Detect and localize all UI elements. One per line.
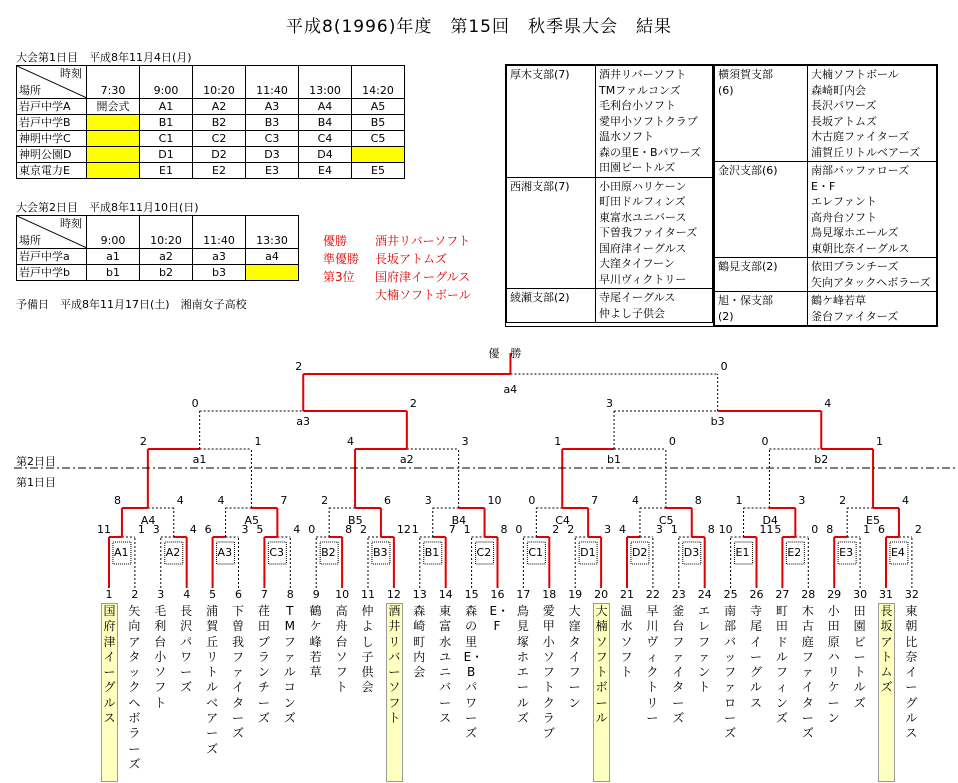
- team-name: 大楠ソフトボール: [593, 603, 610, 782]
- match-label: D2: [631, 546, 648, 559]
- time-header: 10:20: [193, 66, 246, 99]
- branch-team: 森崎町内会: [811, 83, 866, 97]
- branch-team: 早川ヴィクトリー: [599, 272, 687, 286]
- match-cell: 開会式: [87, 99, 140, 115]
- team-number: 19: [568, 588, 583, 601]
- team-name: 下曽我ファイターズ: [231, 604, 244, 741]
- score: 4: [176, 494, 184, 507]
- match-label: A1: [113, 546, 129, 559]
- time-header: 13:30: [246, 216, 299, 249]
- time-header: 13:00: [299, 66, 352, 99]
- final-label: 優 勝: [488, 347, 522, 360]
- team-number: 30: [853, 588, 868, 601]
- match-cell: B2: [193, 115, 246, 131]
- score: 4: [901, 494, 909, 507]
- branch-name: 綾瀬支部(2): [507, 289, 596, 323]
- score: 2: [295, 360, 303, 373]
- match-cell: E5: [352, 163, 405, 179]
- score: 3: [606, 397, 614, 410]
- team-name: 鶴ケ峰若草: [309, 604, 322, 680]
- team-name: 浦賀丘リトルベアーズ: [206, 604, 219, 756]
- day1-label: 第1日目: [16, 476, 56, 489]
- team-name: 東朝比奈イーグルス: [905, 604, 918, 741]
- match-label: B4: [451, 514, 467, 527]
- team-number: 17: [516, 588, 531, 601]
- score: 0: [528, 494, 536, 507]
- branch-team: 森の里E・Bパワーズ: [599, 145, 701, 159]
- match-cell: A4: [299, 99, 352, 115]
- score: 6: [204, 523, 212, 536]
- branch-team: 鶴ケ峰若草: [811, 294, 866, 307]
- score: 4: [217, 494, 225, 507]
- branch-team: 国府津イーグルス: [599, 241, 687, 255]
- branch-team: 釜台ファイターズ: [811, 309, 899, 323]
- match-label: E4: [890, 546, 905, 559]
- match-cell: a1: [87, 249, 140, 265]
- team-number: 13: [412, 588, 427, 601]
- team-number: 29: [827, 588, 842, 601]
- score: 4: [824, 397, 832, 410]
- branch-team: 田園ビートルズ: [599, 161, 676, 174]
- score: 8: [500, 523, 508, 536]
- time-header: 9:00: [87, 216, 140, 249]
- match-label: A2: [165, 546, 181, 559]
- match-label: B2: [321, 546, 336, 559]
- score: 2: [552, 523, 560, 536]
- corner-place-label: 場所: [19, 234, 41, 247]
- score: 8: [826, 523, 834, 536]
- team-name: 早川ヴィクトリー: [646, 604, 659, 726]
- match-cell: C5: [352, 131, 405, 147]
- match-cell: b2: [140, 265, 193, 281]
- match-cell: D4: [299, 147, 352, 163]
- team-name: E・F: [489, 604, 510, 634]
- team-name: 町田ドルフィンズ: [775, 604, 788, 726]
- branch-team: 東朝比奈イーグルス: [811, 241, 910, 255]
- score: 3: [655, 523, 663, 536]
- team-name: 森の里E・Bパワーズ: [463, 604, 484, 741]
- match-cell: A2: [193, 99, 246, 115]
- score: 8: [345, 523, 353, 536]
- match-cell: E2: [193, 163, 246, 179]
- branch-team: エレファント: [811, 195, 877, 208]
- page-title: 平成8(1996)年度 第15回 秋季県大会 結果: [286, 17, 672, 37]
- match-label: b3: [710, 415, 725, 428]
- score: 5: [774, 523, 782, 536]
- score: 10: [487, 494, 502, 507]
- team-number: 11: [361, 588, 375, 601]
- match-cell: B3: [246, 115, 299, 131]
- match-label: b1: [607, 453, 622, 466]
- match-cell: E4: [299, 163, 352, 179]
- team-name: 国府津イーグルス: [101, 603, 118, 782]
- score: 0: [668, 435, 676, 448]
- team-number: 32: [904, 588, 919, 601]
- team-name: エレファント: [698, 604, 711, 695]
- day2-label: 第2日目: [16, 455, 56, 468]
- match-cell: a2: [140, 249, 193, 265]
- match-cell: b1: [87, 265, 140, 281]
- match-label: A5: [244, 514, 259, 527]
- score: 1: [254, 435, 262, 448]
- time-header: 7:30: [87, 66, 140, 99]
- score: 2: [914, 523, 922, 536]
- branch-team: 南部バッファローズ: [811, 164, 910, 177]
- branch-team: TMファルコンズ: [599, 83, 681, 97]
- day1-heading: 大会第1日目 平成8年11月4日(月): [16, 51, 192, 64]
- branch-name: 金沢支部(6): [715, 162, 808, 258]
- score: 12: [396, 523, 411, 536]
- corner-place-label: 場所: [19, 84, 41, 97]
- score: 3: [461, 435, 469, 448]
- match-label: B1: [424, 546, 440, 559]
- score: 7: [591, 494, 599, 507]
- branch-team: 長沢パワーズ: [811, 99, 877, 112]
- team-name: 田園ビートルズ: [853, 604, 866, 710]
- team-name: 毛利台小ソフト: [154, 604, 167, 710]
- score: 8: [113, 494, 121, 507]
- team-number: 1: [105, 588, 113, 601]
- team-number: 22: [645, 588, 660, 601]
- team-number: 12: [386, 588, 401, 601]
- branch-team: 浦賀丘リトルベアーズ: [811, 145, 921, 159]
- match-label: B3: [372, 546, 388, 559]
- score: 0: [811, 523, 819, 536]
- score: 2: [567, 523, 575, 536]
- match-cell: A3: [246, 99, 299, 115]
- branch-team: 仲よし子供会: [599, 306, 665, 320]
- team-name: 矢向アタックヘボラーズ: [128, 604, 141, 771]
- match-cell: C1: [140, 131, 193, 147]
- team-name: 長沢パワーズ: [180, 604, 193, 695]
- score: 3: [152, 523, 160, 536]
- score: 11: [97, 523, 111, 536]
- score: 2: [409, 397, 417, 410]
- team-name: 高舟台ソフト: [335, 604, 348, 695]
- branch-team: 下曽我ファイターズ: [599, 226, 698, 239]
- match-label: D1: [580, 546, 596, 559]
- venue-cell: 東京電力E: [17, 163, 87, 179]
- team-number: 9: [312, 588, 320, 601]
- match-label: C4: [555, 514, 570, 527]
- match-label: A4: [140, 514, 156, 527]
- score: 1: [554, 435, 562, 448]
- time-header: 9:00: [140, 66, 193, 99]
- match-cell: D1: [140, 147, 193, 163]
- time-header: 11:40: [193, 216, 246, 249]
- match-cell: A1: [140, 99, 193, 115]
- team-number: 10: [335, 588, 350, 601]
- score: 6: [878, 523, 885, 536]
- team-name: 温水ソフト: [620, 604, 633, 680]
- branch-team: 小田原ハリケーン: [599, 179, 687, 193]
- time-header: 11:40: [246, 66, 299, 99]
- match-label: a3: [296, 415, 310, 428]
- match-cell: E3: [246, 163, 299, 179]
- match-cell: D3: [246, 147, 299, 163]
- team-number: 14: [438, 588, 453, 601]
- match-label: A3: [217, 546, 233, 559]
- team-name: 小田原ハリケーン: [827, 604, 840, 726]
- venue-cell: 岩戸中学a: [17, 249, 87, 265]
- team-number: 16: [490, 588, 505, 601]
- match-label: C2: [476, 546, 492, 559]
- match-label: b2: [814, 453, 829, 466]
- team-name: 寺尾イーグルス: [749, 604, 762, 710]
- team-name: TMファルコンズ: [283, 604, 296, 726]
- team-name: 荏田ブランチーズ: [257, 604, 270, 726]
- score: 0: [308, 523, 316, 536]
- team-number: 23: [671, 588, 686, 601]
- score: 0: [191, 397, 199, 410]
- branch-team: 酒井リバーソフト: [599, 68, 687, 81]
- team-number: 18: [542, 588, 557, 601]
- branch-name: 横須賀支部 (6): [715, 66, 808, 162]
- match-cell: B5: [352, 115, 405, 131]
- team-name: 木古庭ファイターズ: [801, 604, 814, 741]
- team-name: 仲よし子供会: [361, 604, 374, 695]
- score: 1: [735, 494, 743, 507]
- score: 3: [604, 523, 612, 536]
- team-name: 長坂アトムズ: [878, 603, 895, 782]
- match-label: E3: [839, 546, 854, 559]
- score: 4: [619, 523, 626, 536]
- score: 8: [707, 523, 715, 536]
- branch-team: 寺尾イーグルス: [599, 291, 676, 304]
- branch-team: 木古庭ファイターズ: [811, 130, 910, 143]
- score: 10: [718, 523, 733, 536]
- team-name: 鳥見塚ホエールズ: [516, 604, 529, 726]
- time-header: 10:20: [140, 216, 193, 249]
- team-name: 酒井リバーソフト: [386, 603, 403, 782]
- team-name: 東富水ユニバース: [439, 604, 452, 726]
- match-cell: C4: [299, 131, 352, 147]
- match-cell: a3: [193, 249, 246, 265]
- team-number: 8: [286, 588, 294, 601]
- day2-heading: 大会第2日目 平成8年11月10日(日): [16, 201, 199, 214]
- match-label: C1: [528, 546, 544, 559]
- branch-team: 長坂アトムズ: [811, 114, 877, 128]
- score: 1: [137, 523, 145, 536]
- team-name: 森崎町内会: [413, 604, 426, 680]
- match-label: E5: [866, 514, 880, 527]
- score: 2: [839, 494, 847, 507]
- branch-name: 厚木支部(7): [507, 66, 596, 178]
- match-cell: C3: [246, 131, 299, 147]
- branch-team: 温水ソフト: [599, 130, 654, 143]
- team-number: 3: [157, 588, 165, 601]
- venue-cell: 岩戸中学b: [17, 265, 87, 281]
- score: 0: [515, 523, 523, 536]
- team-number: 26: [749, 588, 764, 601]
- match-label: a4: [503, 383, 518, 396]
- score: 3: [424, 494, 432, 507]
- score: 4: [347, 435, 355, 448]
- team-number: 27: [775, 588, 790, 601]
- match-cell: C2: [193, 131, 246, 147]
- branch-name: 鶴見支部(2): [715, 258, 808, 292]
- team-number: 21: [620, 588, 634, 601]
- branch-team: 大窪タイフーン: [599, 257, 675, 270]
- match-cell: b3: [193, 265, 246, 281]
- score: 3: [241, 523, 249, 536]
- reserve-day: 予備日 平成8年11月17日(土) 湘南女子高校: [16, 298, 247, 311]
- score: 2: [360, 523, 367, 536]
- score: 1: [670, 523, 678, 536]
- score: 5: [256, 523, 264, 536]
- score: 4: [293, 523, 301, 536]
- score: 4: [189, 523, 197, 536]
- team-number: 5: [209, 588, 217, 601]
- match-cell: B4: [299, 115, 352, 131]
- score: 7: [280, 494, 288, 507]
- team-number: 31: [879, 588, 893, 601]
- branch-team: 大楠ソフトボール: [811, 68, 899, 81]
- score: 3: [798, 494, 806, 507]
- score: 1: [876, 435, 884, 448]
- team-number: 6: [235, 588, 242, 601]
- results-places: 優勝 準優勝 第3位: [323, 234, 360, 284]
- branch-name: 西湘支部(7): [507, 177, 596, 289]
- match-label: C3: [269, 546, 285, 559]
- branch-name: 旭・保支部 (2): [715, 292, 808, 326]
- team-number: 15: [464, 588, 479, 601]
- score: 2: [321, 494, 329, 507]
- branch-team: 鳥見塚ホエールズ: [811, 226, 899, 239]
- team-number: 24: [697, 588, 712, 601]
- match-label: E2: [787, 546, 802, 559]
- match-cell: a4: [246, 249, 299, 265]
- match-cell: B1: [140, 115, 193, 131]
- branch-team: E・F: [811, 179, 836, 193]
- score: 7: [448, 523, 456, 536]
- results-teams: 酒井リバーソフト 長坂アトムズ 国府津イーグルス 大楠ソフトボール: [375, 234, 471, 302]
- score: 11: [759, 523, 774, 536]
- match-label: D4: [762, 514, 778, 527]
- match-label: E1: [735, 546, 750, 559]
- venue-cell: 岩戸中学A: [17, 99, 87, 115]
- match-label: B5: [348, 514, 363, 527]
- match-cell: E1: [140, 163, 193, 179]
- venue-cell: 神明公園D: [17, 147, 87, 163]
- score: 6: [383, 494, 391, 507]
- branch-team: 毛利台小ソフト: [599, 99, 676, 112]
- score: 2: [139, 435, 147, 448]
- branch-team: 高舟台ソフト: [811, 210, 877, 224]
- team-number: 28: [801, 588, 816, 601]
- venue-cell: 岩戸中学B: [17, 115, 87, 131]
- venue-cell: 神明中学C: [17, 131, 87, 147]
- team-number: 7: [260, 588, 268, 601]
- team-number: 20: [594, 588, 609, 601]
- score: 1: [463, 523, 471, 536]
- match-label: a1: [192, 453, 207, 466]
- score: 0: [761, 435, 769, 448]
- match-label: a2: [399, 453, 414, 466]
- score: 8: [694, 494, 702, 507]
- team-name: 大窪タイフーン: [568, 604, 581, 710]
- team-name: 南部バッファローズ: [724, 604, 737, 741]
- match-cell: A5: [352, 99, 405, 115]
- team-number: 25: [723, 588, 738, 601]
- team-name: 愛甲小ソフトクラブ: [542, 604, 555, 741]
- score: 1: [411, 523, 419, 536]
- team-number: 2: [131, 588, 139, 601]
- match-label: D3: [683, 546, 700, 559]
- branch-team: 町田ドルフィンズ: [599, 195, 686, 208]
- score: 4: [631, 494, 639, 507]
- branch-team: 東富水ユニバース: [599, 210, 687, 224]
- branch-team: 愛甲小ソフトクラブ: [599, 114, 698, 128]
- match-label: C5: [658, 514, 674, 527]
- score: 0: [720, 360, 728, 373]
- time-header: 14:20: [352, 66, 405, 99]
- branch-team: 矢向アタックヘボラーズ: [811, 275, 931, 289]
- team-name: 釜台ファイターズ: [672, 604, 685, 726]
- team-number: 4: [183, 588, 191, 601]
- score: 1: [863, 523, 871, 536]
- corner-time-label: 時刻: [60, 217, 82, 230]
- match-cell: D2: [193, 147, 246, 163]
- corner-time-label: 時刻: [60, 67, 82, 80]
- branch-team: 依田ブランチーズ: [811, 260, 899, 273]
